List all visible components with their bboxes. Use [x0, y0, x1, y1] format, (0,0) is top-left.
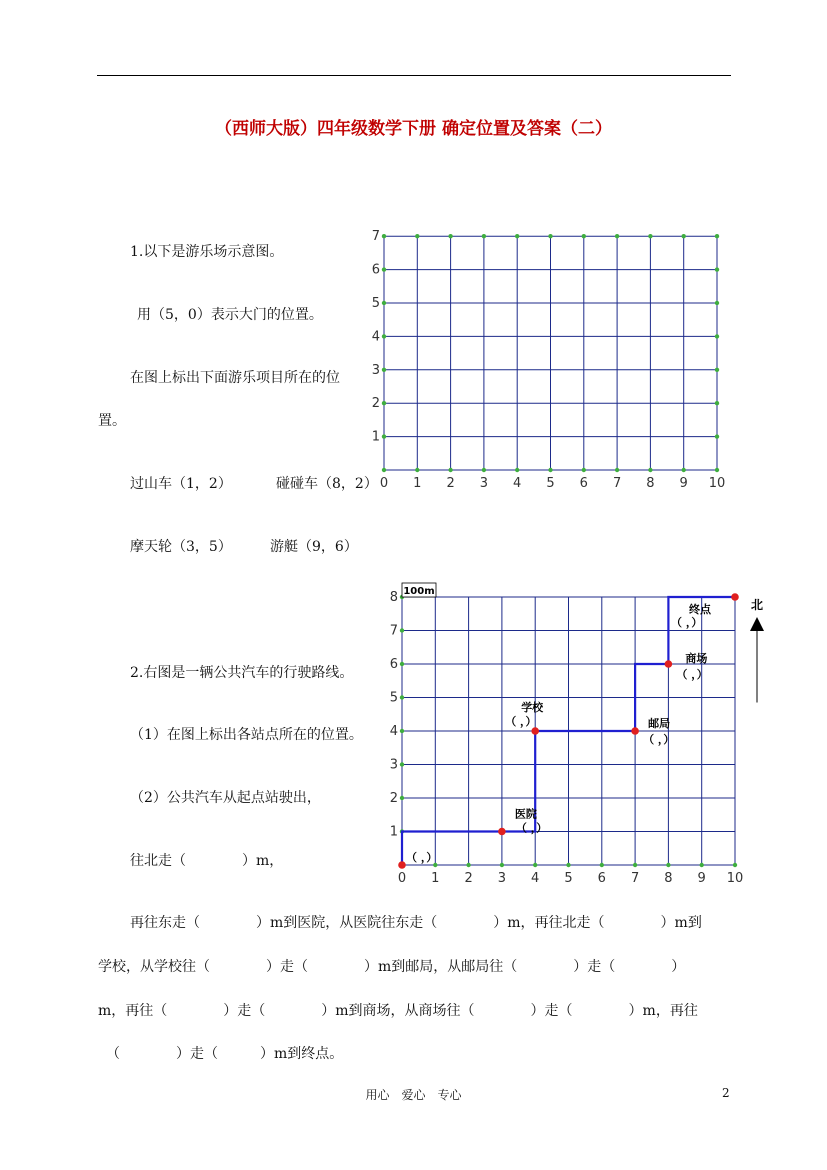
footer-motto: 用心 爱心 专心: [365, 1088, 462, 1102]
x-tick-label: 0: [379, 476, 389, 490]
grid-node-dot: [715, 334, 719, 338]
q1-item-yacht: 游艇（9，6）: [270, 539, 358, 555]
map-x-tick-label: 0: [397, 871, 407, 885]
map-node-dot: [600, 863, 604, 867]
station-coordinate-blank: （ ，）: [515, 821, 548, 835]
q1-item-ferris-wheel: 摩天轮（3，5）: [130, 539, 232, 555]
north-arrow-icon: [750, 617, 764, 631]
map-y-tick-label: 3: [389, 757, 398, 773]
x-tick-label: 8: [646, 476, 655, 490]
map-x-tick-label: 1: [431, 871, 440, 885]
map-y-tick-label: 8: [389, 590, 398, 605]
station-coordinate-blank: （ ，）: [671, 616, 703, 629]
map-node-dot: [466, 863, 470, 867]
grid-node-dot: [548, 234, 552, 238]
y-tick-label: 6: [371, 262, 380, 278]
q2-intro: 2.右图是一辆公共汽车的行驶路线。: [130, 665, 354, 681]
q2-part2-line: 往北走（ ）m，: [130, 853, 284, 869]
x-tick-label: 7: [612, 476, 622, 490]
map-node-dot: [400, 628, 404, 632]
station-marker: [665, 660, 673, 668]
q2-paragraph-2: 学校，从学校往（ ）走（ ）m到邮局，从邮局往（ ）走（ ）: [98, 959, 686, 975]
q1-instruction-cont: 置。: [98, 413, 126, 429]
grid-node-dot: [648, 468, 652, 472]
grid-node-dot: [482, 468, 486, 472]
grid-node-dot: [382, 368, 386, 372]
station-name-label: 学校: [521, 701, 544, 714]
grid-node-dot: [382, 234, 386, 238]
q2-part1: （1）在图上标出各站点所在的位置。: [130, 727, 363, 743]
q1-intro: 1.以下是游乐场示意图。: [130, 244, 284, 260]
map-node-dot: [400, 796, 404, 800]
bus-route-map: [385, 575, 775, 885]
map-node-dot: [400, 695, 404, 699]
grid-node-dot: [582, 234, 586, 238]
map-node-dot: [400, 729, 404, 733]
map-node-dot: [400, 762, 404, 766]
grid-node-dot: [715, 368, 719, 372]
grid-node-dot: [715, 401, 719, 405]
x-tick-label: 9: [679, 476, 688, 490]
grid-node-dot: [382, 334, 386, 338]
map-x-tick-label: 10: [726, 871, 744, 885]
station-marker: [631, 727, 639, 735]
x-tick-label: 6: [579, 476, 588, 490]
grid-node-dot: [648, 234, 652, 238]
map-x-tick-label: 8: [664, 871, 673, 885]
map-y-tick-label: 7: [389, 623, 398, 639]
x-tick-label: 4: [513, 476, 522, 490]
q2-part2: （2）公共汽车从起点站驶出，: [130, 790, 321, 806]
page-number: 2: [722, 1086, 730, 1100]
station-coordinate-blank: （ ，）: [505, 715, 537, 728]
grid-node-dot: [548, 468, 552, 472]
y-tick-label: 5: [371, 296, 380, 311]
q2-paragraph-4: （ ）走（ ）m到终点。: [106, 1046, 344, 1062]
north-label: 北: [750, 598, 764, 612]
x-tick-label: 10: [708, 476, 726, 490]
grid-node-dot: [382, 267, 386, 271]
q1-item-roller-coaster: 过山车（1，2）: [130, 476, 232, 492]
grid-node-dot: [715, 267, 719, 271]
map-x-tick-label: 4: [531, 871, 540, 885]
grid-node-dot: [515, 468, 519, 472]
map-node-dot: [533, 863, 537, 867]
page-title: （西师大版）四年级数学下册 确定位置及答案（二）: [215, 119, 612, 139]
station-coordinate-blank: （ ，）: [406, 851, 438, 864]
station-name-label: 医院: [514, 807, 537, 821]
grid-node-dot: [382, 401, 386, 405]
q1-gate-text: 用（5，0）表示大门的位置。: [137, 307, 323, 323]
grid-node-dot: [682, 234, 686, 238]
grid-node-dot: [615, 234, 619, 238]
station-coordinate-blank: （ ，）: [643, 733, 675, 746]
station-marker: [498, 828, 506, 836]
q1-item-bumper-cars: 碰碰车（8，2）: [276, 476, 378, 492]
map-node-dot: [700, 863, 704, 867]
x-tick-label: 1: [413, 476, 422, 490]
map-y-tick-label: 4: [389, 724, 398, 739]
x-tick-label: 3: [479, 476, 489, 490]
map-x-tick-label: 3: [497, 871, 507, 885]
grid-node-dot: [482, 234, 486, 238]
map-node-dot: [733, 863, 737, 867]
grid-node-dot: [715, 468, 719, 472]
station-coordinate-blank: （ ，）: [676, 668, 708, 681]
map-y-tick-label: 6: [389, 657, 398, 672]
map-node-dot: [400, 662, 404, 666]
map-node-dot: [500, 863, 504, 867]
map-y-tick-label: 2: [389, 791, 398, 806]
q1-instruction: 在图上标出下面游乐项目所在的位: [130, 370, 340, 386]
header-rule: [97, 75, 731, 76]
map-node-dot: [666, 863, 670, 867]
grid-node-dot: [382, 434, 386, 438]
y-tick-label: 2: [371, 396, 380, 412]
y-tick-label: 3: [371, 362, 380, 378]
grid-node-dot: [715, 434, 719, 438]
y-tick-label: 1: [371, 429, 380, 445]
q2-paragraph-3: m，再往（ ）走（ ）m到商场，从商场往（ ）走（ ）m，再往: [98, 1003, 698, 1019]
grid-node-dot: [448, 234, 452, 238]
map-x-tick-label: 2: [464, 871, 473, 885]
station-marker: [398, 861, 406, 869]
q2-paragraph-1: 再往东走（ ）m到医院，从医院往东走（ ）m，再往北走（ ）m到: [130, 915, 702, 931]
map-node-dot: [566, 863, 570, 867]
station-marker: [731, 593, 739, 601]
grid-node-dot: [715, 301, 719, 305]
grid-node-dot: [615, 468, 619, 472]
grid-node-dot: [415, 234, 419, 238]
grid-node-dot: [582, 468, 586, 472]
grid-node-dot: [448, 468, 452, 472]
map-x-tick-label: 7: [630, 871, 640, 885]
map-x-tick-label: 9: [697, 871, 706, 885]
map-x-tick-label: 5: [564, 871, 573, 885]
station-marker: [531, 727, 539, 735]
grid-node-dot: [715, 234, 719, 238]
station-name-label: 商场: [685, 652, 708, 665]
grid-node-dot: [382, 468, 386, 472]
station-name-label: 终点: [689, 603, 711, 616]
x-tick-label: 2: [446, 476, 455, 490]
grid-node-dot: [382, 301, 386, 305]
map-x-tick-label: 6: [597, 871, 606, 885]
grid-node-dot: [515, 234, 519, 238]
grid-node-dot: [682, 468, 686, 472]
map-node-dot: [633, 863, 637, 867]
map-y-tick-label: 5: [389, 690, 398, 706]
amusement-park-grid: [360, 225, 730, 490]
y-tick-label: 7: [371, 229, 380, 245]
grid-node-dot: [415, 468, 419, 472]
scale-label: 100m: [403, 586, 435, 597]
station-name-label: 邮局: [648, 717, 671, 730]
map-y-tick-label: 1: [389, 824, 398, 840]
x-tick-label: 5: [546, 476, 555, 490]
y-tick-label: 4: [371, 329, 380, 345]
